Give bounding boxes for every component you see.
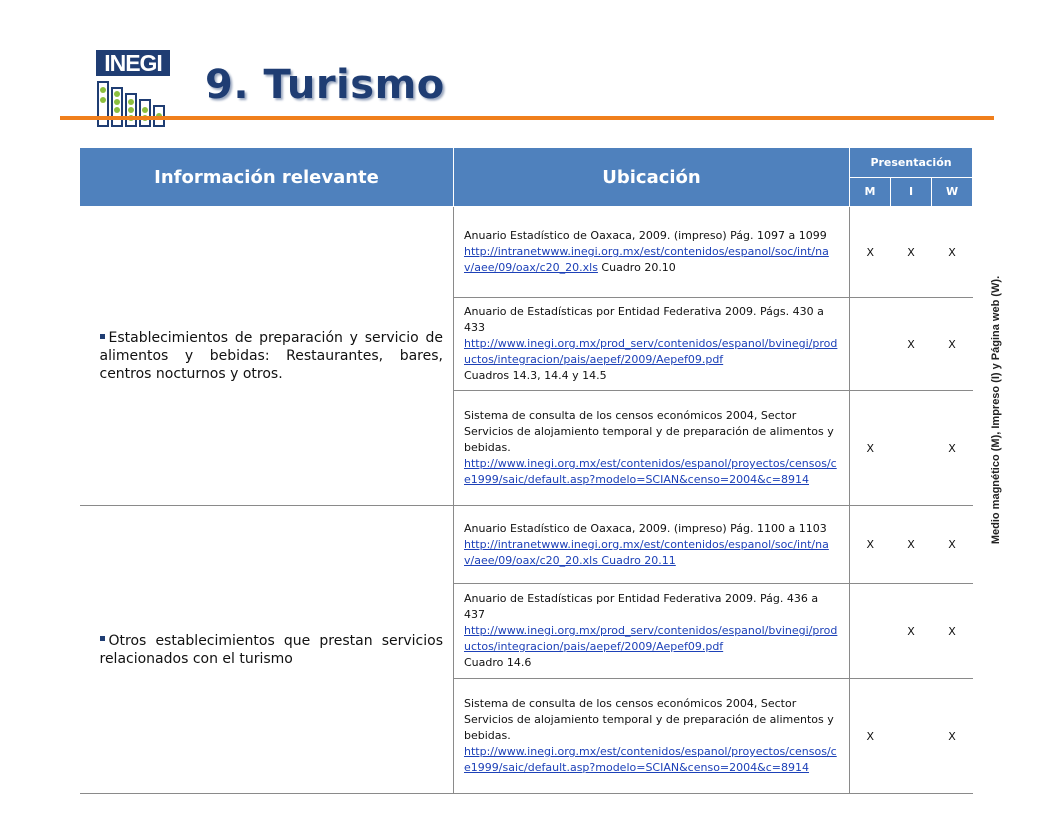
mark-w: X [932, 584, 973, 679]
location-text: Anuario de Estadísticas por Entidad Federativa 2009. Pág. 436 a 437 [464, 592, 819, 621]
table-row [80, 207, 973, 298]
location-text: Anuario Estadístico de Oaxaca, 2009. (impreso) Pág. 1097 a 1099 [464, 229, 827, 242]
location-cell [454, 506, 850, 584]
mark-i: X [891, 506, 932, 584]
mark-w: X [932, 298, 973, 391]
mark-m: X [850, 679, 891, 794]
mark-i: X [891, 207, 932, 298]
title-rule [60, 116, 994, 120]
mark-i: X [891, 584, 932, 679]
location-link[interactable]: http://www.inegi.org.mx/prod_serv/contenidos/espanol/bvinegi/productos/integracion/pais/aepef/2009/Aepef09.pdf [464, 624, 838, 653]
location-cell [454, 298, 850, 391]
page-title: 9. Turismo [205, 62, 445, 108]
info-cell [80, 207, 454, 506]
mark-i [891, 391, 932, 506]
mark-m: X [850, 391, 891, 506]
location-text: Sistema de consulta de los censos económicos 2004, Sector Servicios de alojamiento temporal y de preparación de alimentos y bebidas. [464, 409, 834, 454]
mark-i: X [891, 298, 932, 391]
mark-w: X [932, 207, 973, 298]
mark-w: X [932, 391, 973, 506]
location-cell [454, 584, 850, 679]
table-row [80, 506, 973, 584]
location-cell [454, 679, 850, 794]
mark-m: X [850, 207, 891, 298]
bullet-icon [100, 636, 105, 641]
mark-w: X [932, 679, 973, 794]
location-link[interactable]: http://intranetwww.inegi.org.mx/est/contenidos/espanol/soc/int/nav/aee/09/oax/c20_20.xls Cuadro 20.11 [464, 537, 829, 567]
info-cell [80, 506, 454, 794]
logo-dots-icon [96, 80, 170, 128]
mark-m: X [850, 506, 891, 584]
bullet-icon [100, 334, 105, 339]
location-link[interactable]: http://www.inegi.org.mx/est/contenidos/espanol/proyectos/censos/ce1999/saic/default.asp?modelo=SCIAN&censo=2004&c=8914 [464, 457, 837, 486]
location-text: Anuario Estadístico de Oaxaca, 2009. (impreso) Pág. 1100 a 1103 [464, 521, 827, 535]
col-header-m: M [850, 177, 891, 207]
info-table [79, 147, 973, 794]
side-note-text: Medio magnético (M), Impreso (I) y Página web (W). [990, 275, 1002, 545]
col-header-presentation: Presentación [850, 148, 973, 178]
side-note [988, 250, 1004, 570]
location-cell [454, 207, 850, 298]
info-text: Establecimientos de preparación y servicio de alimentos y bebidas: Restaurantes, bares, centros nocturnos y otros. [99, 330, 443, 382]
location-text: Sistema de consulta de los censos económicos 2004, Sector Servicios de alojamiento temporal y de preparación de alimentos y bebidas. [464, 697, 834, 742]
location-link[interactable]: http://www.inegi.org.mx/est/contenidos/espanol/proyectos/censos/ce1999/saic/default.asp?modelo=SCIAN&censo=2004&c=8914 [464, 745, 837, 774]
mark-m [850, 298, 891, 391]
location-suffix: Cuadro 14.6 [464, 656, 532, 669]
mark-i [891, 679, 932, 794]
location-link[interactable]: http://intranetwww.inegi.org.mx/est/contenidos/espanol/soc/int/nav/aee/09/oax/c20_20.xls [464, 245, 829, 274]
mark-m [850, 584, 891, 679]
col-header-i: I [891, 177, 932, 207]
location-text: Anuario de Estadísticas por Entidad Federativa 2009. Págs. 430 a 433 [464, 305, 824, 334]
mark-w: X [932, 506, 973, 584]
location-link[interactable]: http://www.inegi.org.mx/prod_serv/contenidos/espanol/bvinegi/productos/integracion/pais/aepef/2009/Aepef09.pdf [464, 337, 838, 366]
logo-text: INEGI [96, 50, 170, 76]
location-suffix: Cuadro 20.10 [597, 261, 676, 274]
col-header-w: W [932, 177, 973, 207]
col-header-location: Ubicación [454, 148, 850, 207]
info-text: Otros establecimientos que prestan servicios relacionados con el turismo [99, 632, 443, 667]
location-cell [454, 391, 850, 506]
col-header-info: Información relevante [80, 148, 454, 207]
location-suffix: Cuadros 14.3, 14.4 y 14.5 [464, 369, 607, 382]
